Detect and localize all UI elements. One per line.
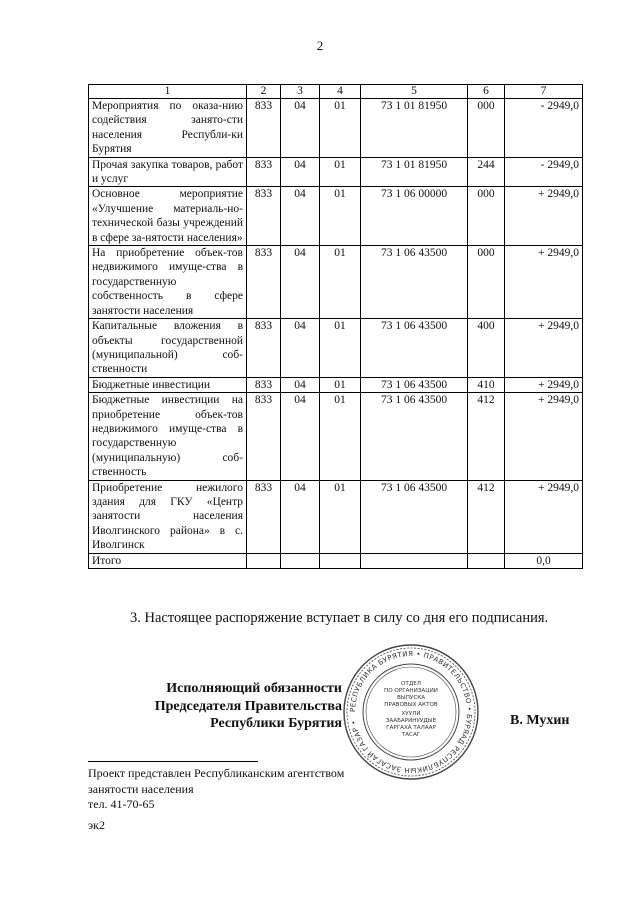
- footnote-line: занятости населения: [88, 781, 194, 796]
- ministry-code: 833: [247, 377, 281, 392]
- footnote-line: тел. 41-70-65: [88, 797, 155, 812]
- row-name: Мероприятия по оказа-нию содействия занято-сти населения Республи-ки Бурятия: [89, 99, 247, 158]
- signer-name: В. Мухин: [510, 713, 570, 728]
- section-code: 04: [281, 319, 320, 378]
- column-header: 3: [281, 85, 320, 99]
- amount: + 2949,0: [505, 377, 583, 392]
- official-seal-stamp: [341, 642, 481, 782]
- table-row: [89, 157, 583, 187]
- subsection-code: 01: [320, 246, 361, 319]
- footnote-divider: [88, 761, 258, 762]
- column-header: 6: [468, 85, 505, 99]
- svg-text:ХУУЛИ: ХУУЛИ: [401, 711, 421, 717]
- budget-table: [88, 84, 583, 569]
- row-name: Основное мероприятие «Улучшение материаль-но-технической базы учреждений в сфере за-нятости населения»: [89, 187, 247, 246]
- subsection-code: 01: [320, 393, 361, 480]
- row-name: На приобретение объек-тов недвижимого имуще-ства в государственную собственность в сфере занятости населения: [89, 246, 247, 319]
- row-name: Бюджетные инвестиции: [89, 377, 247, 392]
- target-article-code: 73 1 01 81950: [361, 99, 468, 158]
- column-header: 5: [361, 85, 468, 99]
- svg-text:ПРАВОВЫХ АКТОВ: ПРАВОВЫХ АКТОВ: [384, 702, 438, 708]
- svg-text:ТАСАГ: ТАСАГ: [401, 732, 421, 738]
- signer-title-line: Республики Бурятия: [210, 716, 342, 732]
- ministry-code: 833: [247, 393, 281, 480]
- expense-type-code: 410: [468, 377, 505, 392]
- ministry-code: 833: [247, 187, 281, 246]
- target-article-code: 73 1 06 00000: [361, 187, 468, 246]
- target-article-code: 73 1 06 43500: [361, 319, 468, 378]
- subsection-code: 01: [320, 187, 361, 246]
- effective-clause: 3. Настоящее распоряжение вступает в силу со дня его подписания.: [130, 610, 549, 626]
- target-article-code: 73 1 01 81950: [361, 157, 468, 187]
- row-name: Прочая закупка товаров, работ и услуг: [89, 157, 247, 187]
- target-article-code: 73 1 06 43500: [361, 393, 468, 480]
- column-header: 2: [247, 85, 281, 99]
- subsection-code: 01: [320, 99, 361, 158]
- svg-text:ВЫПУСКА: ВЫПУСКА: [396, 695, 426, 701]
- column-header: 4: [320, 85, 361, 99]
- section-code: 04: [281, 246, 320, 319]
- amount: + 2949,0: [505, 319, 583, 378]
- page-number: 2: [316, 38, 324, 53]
- signer-title: [60, 680, 342, 733]
- ministry-code: 833: [247, 480, 281, 553]
- table-row: [89, 377, 583, 392]
- footnote-line: Проект представлен Республиканским агентством: [88, 766, 345, 780]
- subsection-code: 01: [320, 319, 361, 378]
- svg-text:ГАРГАХА ТАЛААР: ГАРГАХА ТАЛААР: [386, 725, 436, 731]
- signer-title-line: Председателя Правительства: [154, 698, 342, 714]
- ministry-code: 833: [247, 319, 281, 378]
- total-row: [89, 553, 583, 568]
- section-code: 04: [281, 377, 320, 392]
- total-label: Итого: [89, 553, 247, 568]
- table-row: [89, 393, 583, 480]
- amount: + 2949,0: [505, 187, 583, 246]
- section-code: 04: [281, 393, 320, 480]
- row-name: Капитальные вложения в объекты государственной (муниципальной) соб-ственности: [89, 319, 247, 378]
- ministry-code: 833: [247, 157, 281, 187]
- subsection-code: 01: [320, 377, 361, 392]
- table-header-row: [89, 85, 583, 99]
- expense-type-code: 000: [468, 99, 505, 158]
- amount: + 2949,0: [505, 480, 583, 553]
- target-article-code: 73 1 06 43500: [361, 480, 468, 553]
- target-article-code: 73 1 06 43500: [361, 246, 468, 319]
- expense-type-code: 000: [468, 246, 505, 319]
- expense-type-code: 244: [468, 157, 505, 187]
- section-code: 04: [281, 99, 320, 158]
- expense-type-code: 400: [468, 319, 505, 378]
- target-article-code: 73 1 06 43500: [361, 377, 468, 392]
- row-name: Приобретение нежилого здания для ГКУ «Центр занятости населения Иволгинского района» в с. Иволгинск: [89, 480, 247, 553]
- svg-text:ПО ОРГАНИЗАЦИИ: ПО ОРГАНИЗАЦИИ: [384, 688, 438, 694]
- svg-text:ОТДЕЛ: ОТДЕЛ: [401, 681, 421, 687]
- ministry-code: 833: [247, 246, 281, 319]
- document-code: эк2: [88, 818, 105, 832]
- column-header: 7: [505, 85, 583, 99]
- ministry-code: 833: [247, 99, 281, 158]
- footnote: [88, 766, 344, 813]
- signer-title-line: Исполняющий обязанности: [166, 681, 342, 696]
- stamp-outer-text: РЕСПУБЛИКА БУРЯТИЯ • ПРАВИТЕЛЬСТВО • БУРЯАД РЕСПУБЛИКЫН ЗАСАГАЙ ГАЗАР •: [348, 649, 474, 775]
- subsection-code: 01: [320, 480, 361, 553]
- table-row: [89, 246, 583, 319]
- amount: + 2949,0: [505, 246, 583, 319]
- expense-type-code: 000: [468, 187, 505, 246]
- section-code: 04: [281, 187, 320, 246]
- section-code: 04: [281, 480, 320, 553]
- total-value: 0,0: [505, 553, 583, 568]
- column-header: 1: [89, 85, 247, 99]
- amount: + 2949,0: [505, 393, 583, 480]
- subsection-code: 01: [320, 157, 361, 187]
- table-row: [89, 99, 583, 158]
- svg-text:ЗААБАРИНУУДЫЕ: ЗААБАРИНУУДЫЕ: [385, 718, 437, 724]
- table-row: [89, 319, 583, 378]
- expense-type-code: 412: [468, 480, 505, 553]
- table-row: [89, 187, 583, 246]
- table-row: [89, 480, 583, 553]
- section-code: 04: [281, 157, 320, 187]
- expense-type-code: 412: [468, 393, 505, 480]
- row-name: Бюджетные инвестиции на приобретение объек-тов недвижимого имуще-ства в государственную (муниципальную) соб-ственность: [89, 393, 247, 480]
- amount: - 2949,0: [505, 99, 583, 158]
- amount: - 2949,0: [505, 157, 583, 187]
